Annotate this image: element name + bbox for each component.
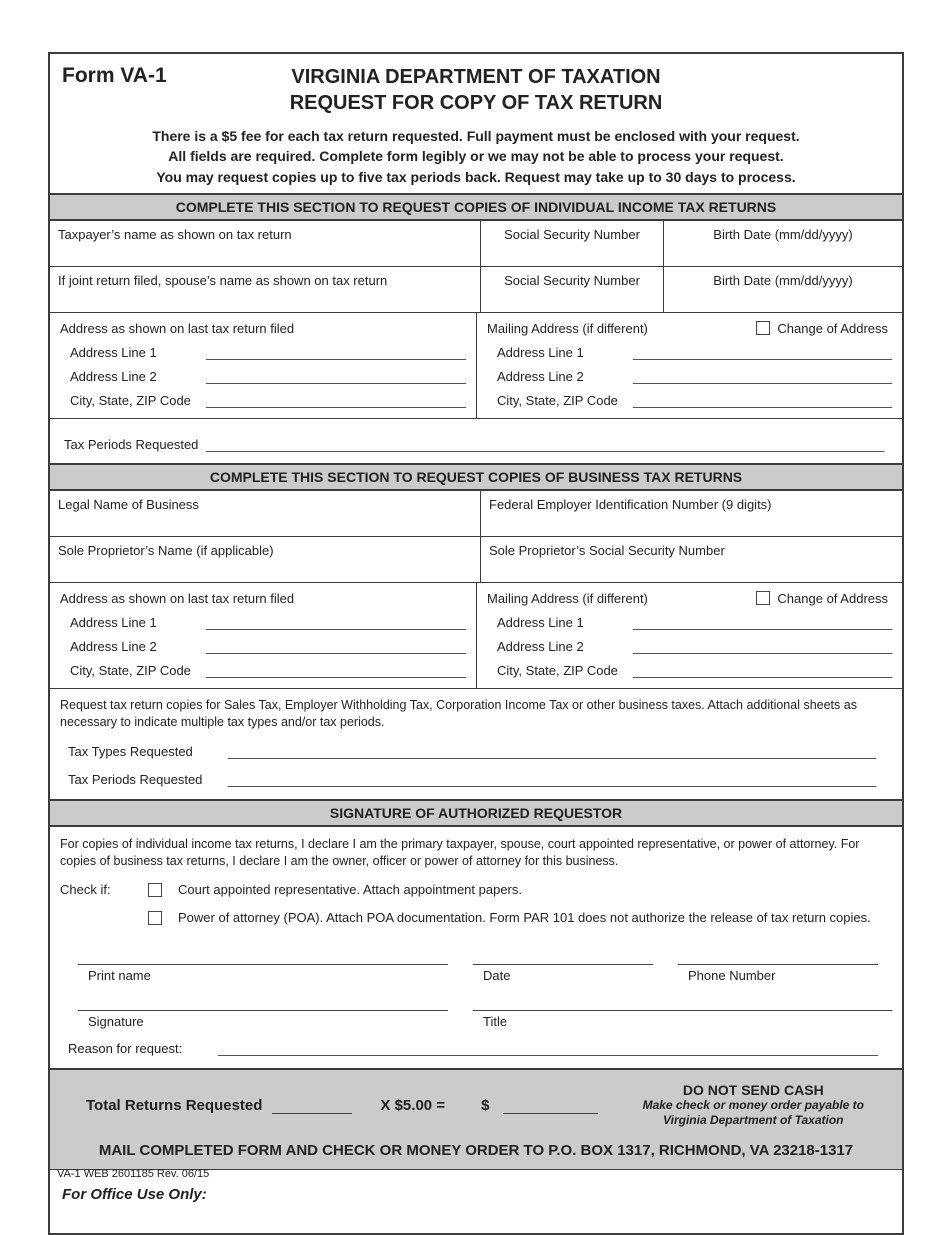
individual-tax-periods-label: Tax Periods Requested bbox=[64, 436, 199, 452]
business-citystatezip-label: City, State, ZIP Code bbox=[70, 662, 191, 678]
spouse-ssn-label: Social Security Number bbox=[504, 272, 640, 288]
court-appointed-checkbox[interactable] bbox=[148, 883, 162, 897]
individual-mailing-address1-label: Address Line 1 bbox=[497, 344, 584, 360]
form-header bbox=[50, 54, 902, 193]
business-mailing-address1-label: Address Line 1 bbox=[497, 614, 584, 630]
business-mailing-address bbox=[476, 583, 902, 688]
business-mailing-citystatezip-field[interactable] bbox=[633, 663, 892, 678]
individual-tax-periods-field[interactable] bbox=[206, 437, 884, 452]
individual-mailing-address1-field[interactable] bbox=[633, 345, 892, 360]
business-tax-periods-field[interactable] bbox=[228, 772, 876, 787]
business-change-of-address-checkbox[interactable] bbox=[756, 591, 770, 605]
business-request-area bbox=[50, 689, 902, 799]
phone-column bbox=[678, 951, 878, 983]
individual-address-block bbox=[50, 313, 902, 419]
proprietor-ssn-label: Sole Proprietor’s Social Security Number bbox=[489, 542, 725, 558]
business-mailing-address2-label: Address Line 2 bbox=[497, 638, 584, 654]
tax-types-label: Tax Types Requested bbox=[68, 743, 193, 759]
date-label: Date bbox=[483, 968, 511, 984]
date-column bbox=[473, 951, 653, 983]
individual-mailing-address2-label: Address Line 2 bbox=[497, 368, 584, 384]
business-mailing-address1-field[interactable] bbox=[633, 615, 892, 630]
proprietor-name-label: Sole Proprietor’s Name (if applicable) bbox=[58, 542, 274, 558]
total-returns-label: Total Returns Requested bbox=[86, 1096, 263, 1114]
date-field[interactable] bbox=[473, 951, 653, 965]
taxpayer-name-field[interactable] bbox=[50, 221, 480, 266]
individual-citystatezip-field[interactable] bbox=[206, 393, 466, 408]
total-returns-field[interactable] bbox=[272, 1099, 352, 1114]
signature-column bbox=[78, 997, 448, 1029]
poa-checkbox[interactable] bbox=[148, 911, 162, 925]
business-section-header: COMPLETE THIS SECTION TO REQUEST COPIES OF BUSINESS TAX RETURNS bbox=[50, 463, 902, 491]
spouse-ssn-field[interactable] bbox=[480, 267, 663, 312]
office-use-label: For Office Use Only: bbox=[62, 1186, 207, 1204]
poa-row bbox=[60, 910, 892, 925]
individual-address1-label: Address Line 1 bbox=[70, 344, 157, 360]
spouse-row bbox=[50, 267, 902, 313]
taxpayer-birthdate-field[interactable] bbox=[663, 221, 902, 266]
print-name-label: Print name bbox=[88, 968, 151, 984]
business-address2-label: Address Line 2 bbox=[70, 638, 157, 654]
individual-address1-field[interactable] bbox=[206, 345, 466, 360]
legal-business-name-field[interactable] bbox=[50, 491, 480, 536]
business-mailing-citystatezip-label: City, State, ZIP Code bbox=[497, 662, 618, 678]
form-title: REQUEST FOR COPY OF TAX RETURN bbox=[289, 92, 663, 114]
signature-label: Signature bbox=[88, 1014, 144, 1030]
individual-mailing-label: Mailing Address (if different) bbox=[487, 320, 648, 336]
proprietor-ssn-field[interactable] bbox=[480, 537, 902, 582]
individual-change-of-address-label: Change of Address bbox=[777, 320, 888, 336]
taxpayer-row bbox=[50, 221, 902, 267]
form-footer: VA-1 WEB 2601185 Rev. 06/15 bbox=[57, 1168, 210, 1180]
signature-area bbox=[50, 827, 902, 1069]
payment-calc-row bbox=[62, 1097, 598, 1114]
individual-address-left-label: Address as shown on last tax return filed bbox=[60, 320, 295, 336]
individual-mailing-address bbox=[476, 313, 902, 418]
tax-types-field[interactable] bbox=[228, 744, 876, 759]
business-citystatezip-field[interactable] bbox=[206, 663, 466, 678]
business-address-block bbox=[50, 583, 902, 689]
business-address1-field[interactable] bbox=[206, 615, 466, 630]
payment-box bbox=[50, 1068, 902, 1170]
check-if-label: Check if: bbox=[60, 882, 111, 898]
form-number: Form VA-1 bbox=[62, 64, 167, 87]
no-cash-label: DO NOT SEND CASH bbox=[682, 1082, 824, 1099]
signature-section-header: SIGNATURE OF AUTHORIZED REQUESTOR bbox=[50, 799, 902, 827]
do-not-send-cash-block bbox=[643, 1082, 890, 1128]
instruction-line-1: There is a $5 fee for each tax return requested. Full payment must be enclosed with your request. bbox=[152, 128, 800, 144]
reason-label: Reason for request: bbox=[68, 1041, 183, 1057]
business-mailing-address2-field[interactable] bbox=[633, 639, 892, 654]
total-amount-field[interactable] bbox=[503, 1099, 598, 1114]
poa-label: Power of attorney (POA). Attach POA documentation. Form PAR 101 does not authorize the release of tax return copies. bbox=[178, 910, 871, 926]
business-address1-label: Address Line 1 bbox=[70, 614, 157, 630]
form-instructions bbox=[60, 126, 892, 187]
reason-row bbox=[60, 1041, 892, 1056]
phone-field[interactable] bbox=[678, 951, 878, 965]
business-request-note: Request tax return copies for Sales Tax, Employer Withholding Tax, Corporation Income Tax or other business taxes. Attach additional sheets as necessary to indicate multiple tax types and/or tax periods. bbox=[60, 697, 857, 729]
individual-citystatezip-label: City, State, ZIP Code bbox=[70, 392, 191, 408]
taxpayer-ssn-field[interactable] bbox=[480, 221, 663, 266]
fein-field[interactable] bbox=[480, 491, 902, 536]
signature-declaration: For copies of individual income tax returns, I declare I am the primary taxpayer, spouse, court appointed representative, or power of attorney. For copies of business tax returns, I declare I am the owner, officer or power of attorney for this business. bbox=[60, 836, 860, 868]
fein-label: Federal Employer Identification Number (9 digits) bbox=[489, 496, 772, 512]
multiply-label: X $5.00 = bbox=[380, 1096, 446, 1114]
court-appointed-label: Court appointed representative. Attach appointment papers. bbox=[178, 882, 522, 898]
individual-mailing-citystatezip-label: City, State, ZIP Code bbox=[497, 392, 618, 408]
dollar-sign: $ bbox=[481, 1096, 490, 1114]
signature-line-row-2 bbox=[60, 997, 892, 1029]
spouse-name-field[interactable] bbox=[50, 267, 480, 312]
court-appointed-row bbox=[60, 882, 892, 897]
individual-address2-label: Address Line 2 bbox=[70, 368, 157, 384]
individual-address2-field[interactable] bbox=[206, 369, 466, 384]
title-label: Title bbox=[483, 1014, 508, 1030]
phone-label: Phone Number bbox=[688, 968, 776, 984]
business-address-left bbox=[50, 583, 476, 688]
spouse-name-label: If joint return filed, spouse’s name as shown on tax return bbox=[58, 272, 388, 288]
business-address-left-label: Address as shown on last tax return filed bbox=[60, 590, 295, 606]
agency-title: VIRGINIA DEPARTMENT OF TAXATION bbox=[291, 66, 661, 88]
individual-mailing-address2-field[interactable] bbox=[633, 369, 892, 384]
title-field[interactable] bbox=[473, 997, 892, 1011]
mail-instruction: MAIL COMPLETED FORM AND CHECK OR MONEY ORDER TO P.O. BOX 1317, RICHMOND, VA 23218-1317 bbox=[98, 1142, 854, 1160]
title-column bbox=[473, 997, 892, 1029]
print-name-field[interactable] bbox=[78, 951, 448, 965]
reason-field[interactable] bbox=[218, 1041, 878, 1056]
individual-change-of-address-checkbox[interactable] bbox=[756, 321, 770, 335]
proprietor-row bbox=[50, 537, 902, 583]
signature-line-row-1 bbox=[60, 951, 892, 983]
spouse-birthdate-field[interactable] bbox=[663, 267, 902, 312]
taxpayer-ssn-label: Social Security Number bbox=[504, 226, 640, 242]
taxpayer-birthdate-label: Birth Date (mm/dd/yyyy) bbox=[713, 226, 853, 242]
print-name-column bbox=[78, 951, 448, 983]
business-change-of-address-label: Change of Address bbox=[777, 590, 888, 606]
payable-line-2: Virginia Department of Taxation bbox=[663, 1113, 844, 1128]
payable-line-1: Make check or money order payable to bbox=[642, 1098, 864, 1113]
business-tax-periods-label: Tax Periods Requested bbox=[68, 771, 203, 787]
legal-business-name-label: Legal Name of Business bbox=[58, 496, 199, 512]
taxpayer-name-label: Taxpayer’s name as shown on tax return bbox=[58, 226, 292, 242]
individual-mailing-citystatezip-field[interactable] bbox=[633, 393, 892, 408]
business-mailing-label: Mailing Address (if different) bbox=[487, 590, 648, 606]
individual-tax-periods-row bbox=[50, 419, 902, 463]
instruction-line-3: You may request copies up to five tax periods back. Request may take up to 30 days to process. bbox=[156, 168, 796, 185]
proprietor-name-field[interactable] bbox=[50, 537, 480, 582]
form-page bbox=[48, 52, 904, 1235]
business-name-row bbox=[50, 491, 902, 537]
individual-section-header: COMPLETE THIS SECTION TO REQUEST COPIES OF INDIVIDUAL INCOME TAX RETURNS bbox=[50, 193, 902, 221]
signature-field[interactable] bbox=[78, 997, 448, 1011]
individual-address-left bbox=[50, 313, 476, 418]
spouse-birthdate-label: Birth Date (mm/dd/yyyy) bbox=[713, 272, 853, 288]
instruction-line-2: All fields are required. Complete form legibly or we may not be able to process your request. bbox=[168, 148, 784, 165]
business-address2-field[interactable] bbox=[206, 639, 466, 654]
